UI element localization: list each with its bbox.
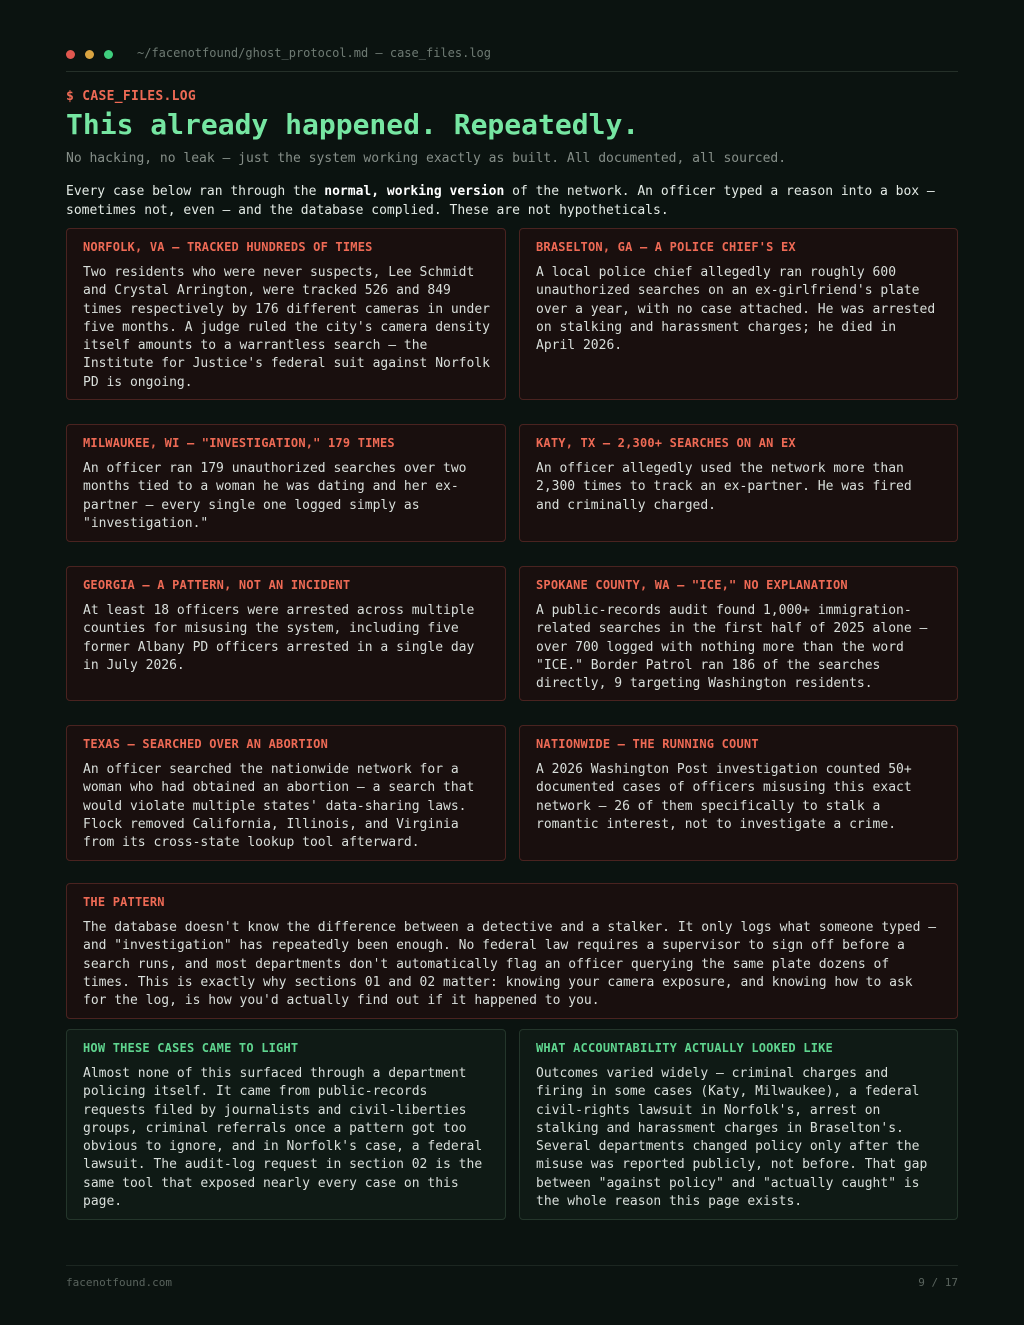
terminal-titlebar xyxy=(66,44,958,72)
intro-text-bold: normal, working version xyxy=(324,184,505,199)
note-card-accountability xyxy=(519,1029,958,1220)
case-card-milwaukee xyxy=(66,424,506,542)
document-page xyxy=(66,0,958,1325)
section-prompt: $ CASE_FILES.LOG xyxy=(66,89,197,104)
note-card-how-cases-surfaced xyxy=(66,1029,506,1220)
file-path: ~/facenotfound/ghost_protocol.md — case_files.log xyxy=(137,46,492,60)
case-title: NORFOLK, VA — TRACKED HUNDREDS OF TIMES xyxy=(83,240,373,254)
case-body: Two residents who were never suspects, Lee Schmidt and Crystal Arrington, were tracked 526 and 849 times respectively by 176 different cameras in under five months. A judge ruled the city's camera density itself amounts to a warrantless search — the Institute for Justice's federal suit against Norfolk PD is ongoing. xyxy=(83,265,490,390)
note-body: Almost none of this surfaced through a department policing itself. It came from public-records requests filed by journalists and civil-liberties groups, criminal referrals once a pattern got too obvious to ignore, and in Norfolk's case, a federal lawsuit. The audit-log request in section 02 is the same tool that exposed nearly every case on this page. xyxy=(83,1066,483,1210)
close-dot-icon xyxy=(66,50,75,59)
page-title: This already happened. Repeatedly. xyxy=(66,108,640,141)
case-body: An officer allegedly used the network more than 2,300 times to track an ex-partner. He was fired and criminally charged. xyxy=(536,461,912,513)
page-subtitle: No hacking, no leak — just the system working exactly as built. All documented, all sourced. xyxy=(66,151,787,166)
case-title: GEORGIA — A PATTERN, NOT AN INCIDENT xyxy=(83,578,351,592)
case-title: MILWAUKEE, WI — "INVESTIGATION," 179 TIMES xyxy=(83,436,395,450)
case-title: SPOKANE COUNTY, WA — "ICE," NO EXPLANATION xyxy=(536,578,848,592)
maximize-dot-icon xyxy=(104,50,113,59)
case-body: A public-records audit found 1,000+ immigration-related searches in the first half of 2025 alone — over 700 logged with nothing more than the word "ICE." Border Patrol ran 186 of the searches directly, 9 targeting Washington residents. xyxy=(536,603,928,692)
case-title: TEXAS — SEARCHED OVER AN ABORTION xyxy=(83,737,329,751)
page-number: 9 / 17 xyxy=(918,1276,958,1289)
minimize-dot-icon xyxy=(85,50,94,59)
note-title: HOW THESE CASES CAME TO LIGHT xyxy=(83,1041,299,1055)
intro-paragraph xyxy=(66,182,958,220)
pattern-card xyxy=(66,883,958,1019)
case-body: A 2026 Washington Post investigation counted 50+ documented cases of officers misusing this exact network — 26 of them specifically to stalk a romantic interest, not to investigate a crime. xyxy=(536,762,912,832)
case-card-spokane xyxy=(519,566,958,701)
intro-text-after: of the network. An officer typed a reason into a box — sometimes not, even — and the database complied. These are not hypotheticals. xyxy=(66,184,935,218)
pattern-body: The database doesn't know the difference between a detective and a stalker. It only logs what someone typed — and "investigation" has repeatedly been enough. No federal law requires a supervisor to sign off before a search runs, and most departments don't automatically flag an officer querying the same plate dozens of times. This is exactly why sections 01 and 02 matter: knowing your camera exposure, and knowing how to ask for the log, is how you'd actually find out if it happened to you. xyxy=(83,920,937,1009)
case-title: NATIONWIDE — THE RUNNING COUNT xyxy=(536,737,759,751)
case-body: An officer ran 179 unauthorized searches over two months tied to a woman he was dating and her ex-partner — every single one logged simply as "investigation." xyxy=(83,461,467,531)
pattern-title: THE PATTERN xyxy=(83,895,165,909)
footer-site: facenotfound.com xyxy=(66,1276,172,1289)
case-card-norfolk xyxy=(66,228,506,400)
case-card-georgia xyxy=(66,566,506,701)
page-footer xyxy=(66,1265,958,1289)
case-title: BRASELTON, GA — A POLICE CHIEF'S EX xyxy=(536,240,796,254)
case-card-katy xyxy=(519,424,958,542)
note-body: Outcomes varied widely — criminal charges and firing in some cases (Katy, Milwaukee), a federal civil-rights lawsuit in Norfolk's, arrest on stalking and harassment charges in Braselton's. Several departments changed policy only after the misuse was reported publicly, not before. That gap between "against policy" and "actually caught" is the whole reason this page exists. xyxy=(536,1066,928,1210)
case-body: A local police chief allegedly ran roughly 600 unauthorized searches on an ex-girlfriend's plate over a year, with no case attached. He was arrested on stalking and harassment charges; he died in April 2026. xyxy=(536,265,936,354)
case-body: At least 18 officers were arrested across multiple counties for misusing the system, including five former Albany PD officers arrested in a single day in July 2026. xyxy=(83,603,475,673)
case-card-texas xyxy=(66,725,506,861)
case-title: KATY, TX — 2,300+ SEARCHES ON AN EX xyxy=(536,436,796,450)
intro-text-before: Every case below ran through the xyxy=(66,184,325,199)
note-title: WHAT ACCOUNTABILITY ACTUALLY LOOKED LIKE xyxy=(536,1041,833,1055)
case-card-nationwide xyxy=(519,725,958,861)
case-body: An officer searched the nationwide network for a woman who had obtained an abortion — a search that would violate multiple states' data-sharing laws. Flock removed California, Illinois, and Virginia from its cross-state lookup tool afterward. xyxy=(83,762,475,851)
case-card-braselton xyxy=(519,228,958,400)
